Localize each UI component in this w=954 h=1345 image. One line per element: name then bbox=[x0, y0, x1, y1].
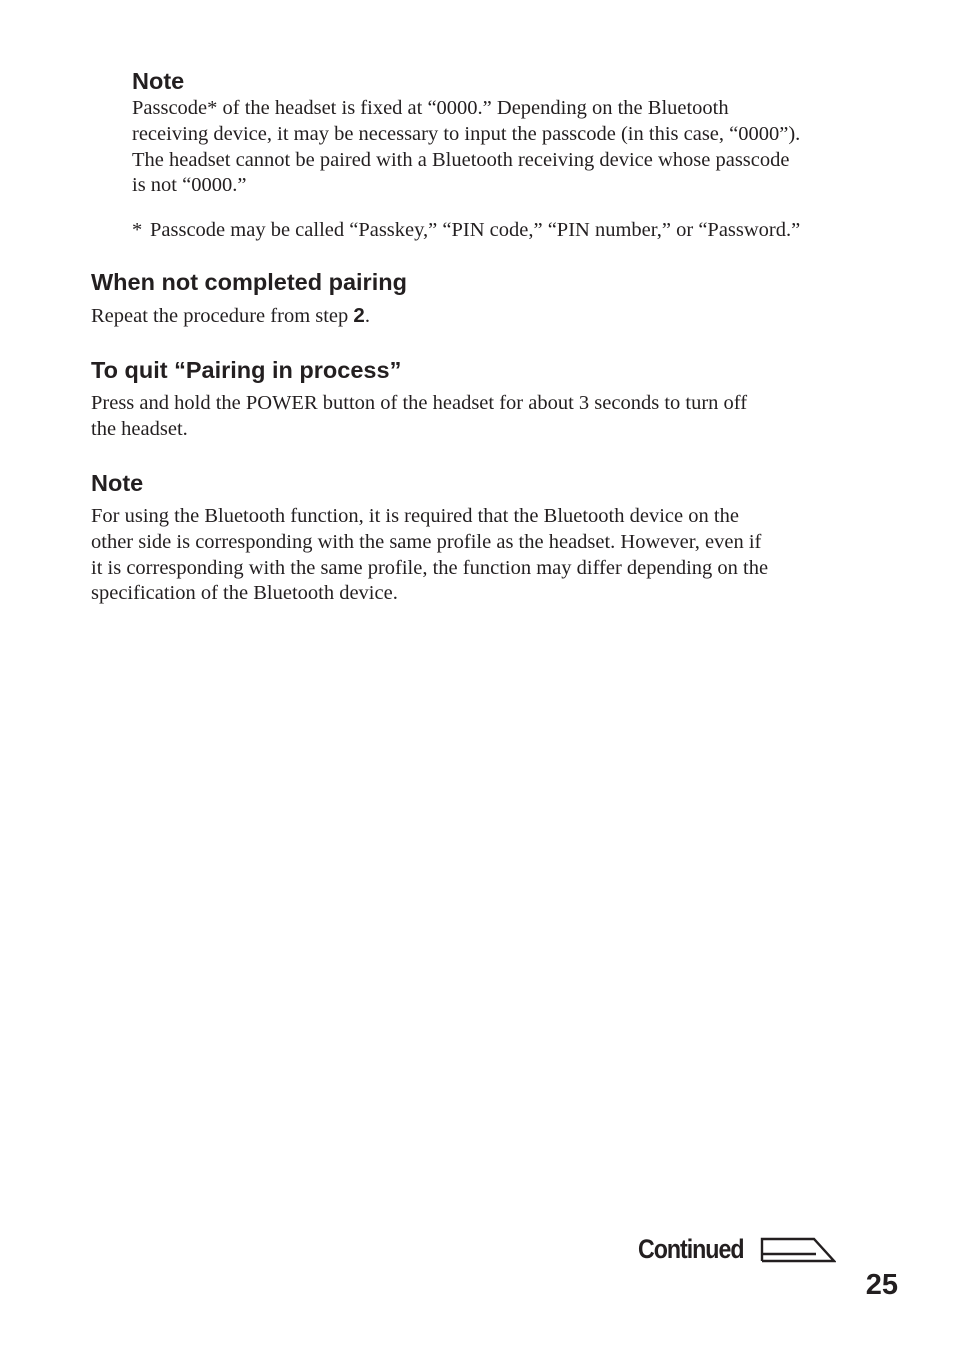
section-pairing-heading: When not completed pairing bbox=[91, 269, 407, 295]
step-number: 2 bbox=[353, 304, 365, 327]
section-pairing bbox=[91, 268, 851, 330]
passcode-footnote bbox=[132, 218, 892, 244]
top-note-line: is not “0000.” bbox=[132, 174, 247, 197]
page-number: 25 bbox=[865, 1269, 898, 1301]
note-line: it is corresponding with the same profile, the function may differ depending on the bbox=[91, 556, 769, 579]
section-quit bbox=[91, 356, 851, 443]
section-quit-heading: To quit “Pairing in process” bbox=[91, 357, 402, 383]
continued-arrow-icon bbox=[760, 1235, 836, 1263]
continued-label: Continued bbox=[638, 1234, 744, 1264]
note-line: specification of the Bluetooth device. bbox=[91, 582, 398, 605]
pairing-text-after: . bbox=[364, 305, 370, 327]
top-note bbox=[132, 67, 892, 199]
top-note-heading: Note bbox=[132, 68, 185, 94]
section-note bbox=[91, 469, 851, 607]
top-note-body bbox=[132, 96, 892, 199]
note-line: other side is corresponding with the same profile as the headset. However, even if bbox=[91, 530, 762, 553]
footnote-text: Passcode may be called “Passkey,” “PIN code,” “PIN number,” or “Password.” bbox=[150, 219, 801, 241]
note-line: For using the Bluetooth function, it is required that the Bluetooth device on the bbox=[91, 505, 739, 527]
top-note-line: receiving device, it may be necessary to input the passcode (in this case, “0000”). bbox=[132, 122, 801, 145]
top-note-line: The headset cannot be paired with a Bluetooth receiving device whose passcode bbox=[132, 148, 790, 171]
quit-line: the headset. bbox=[91, 417, 188, 440]
section-note-text bbox=[91, 504, 851, 607]
continued-indicator bbox=[638, 1233, 836, 1265]
footnote-marker: * bbox=[132, 219, 143, 241]
section-quit-text bbox=[91, 391, 851, 443]
section-note-heading: Note bbox=[91, 470, 144, 496]
top-note-line: Passcode* of the headset is fixed at “0000.” Depending on the Bluetooth bbox=[132, 97, 729, 119]
pairing-text-before: Repeat the procedure from step bbox=[91, 305, 354, 327]
quit-line: Press and hold the POWER button of the headset for about 3 seconds to turn off bbox=[91, 392, 748, 414]
section-pairing-text bbox=[91, 303, 851, 330]
